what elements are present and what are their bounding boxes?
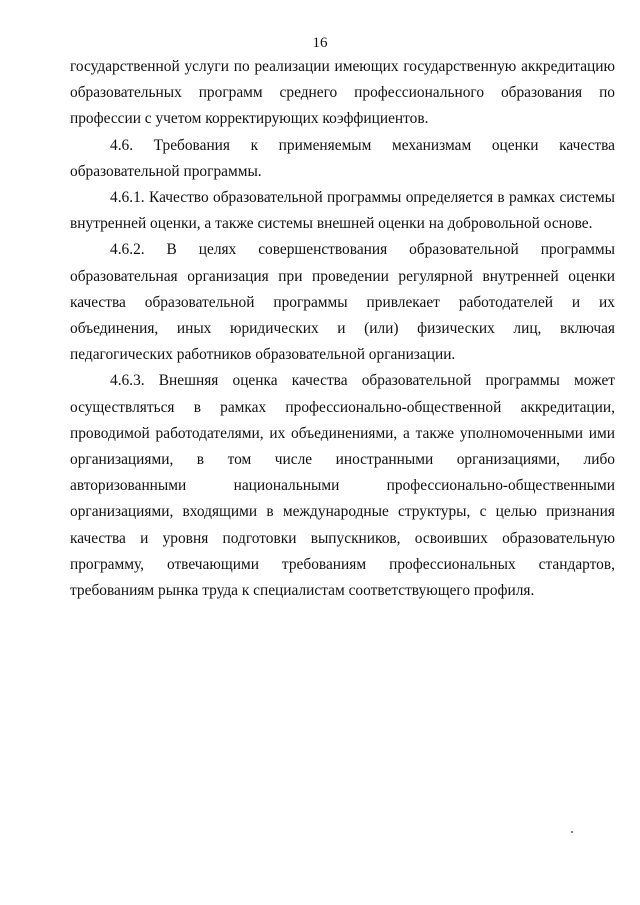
- scan-artifact-dot: [571, 831, 573, 833]
- paragraph-4-6-1: 4.6.1. Качество образовательной программы определяется в рамках системы внутренней оценки, а также системы внешней оценки на добровольной основе.: [70, 189, 615, 233]
- paragraph-4-6-2: 4.6.2. В целях совершенствования образовательной программы образовательная организация при проведении регулярной внутренней оценки качества образовательной программы привлекает работодателей и их объединения, иных юридических и (или) физических лиц, включая педагогических работников образовательной организации.: [70, 241, 615, 364]
- page-number: 16: [312, 35, 328, 51]
- paragraph-4-6-3: 4.6.3. Внешняя оценка качества образовательной программы может осуществляться в рамках профессионально-общественной аккредитации, проводимой работодателями, их объединениями, а также уполномоченными ими организациями, в том числе иностранными организациями, либо авторизованными национальными профессионально-общественными организациями, входящими в международные структуры, с целью признания качества и уровня подготовки выпускников, освоивших образовательную программу, отвечающими требованиям профессиональных стандартов, требованиям рынка труда к специалистам соответствующего профиля.: [70, 372, 615, 600]
- document-body: [70, 54, 615, 604]
- paragraph-continuation: государственной услуги по реализации имеющих государственную аккредитацию образовательных программ среднего профессионального образования по профессии с учетом корректирующих коэффициентов.: [70, 58, 615, 128]
- paragraph-4-6: 4.6. Требования к применяемым механизмам оценки качества образовательной программы.: [70, 136, 615, 180]
